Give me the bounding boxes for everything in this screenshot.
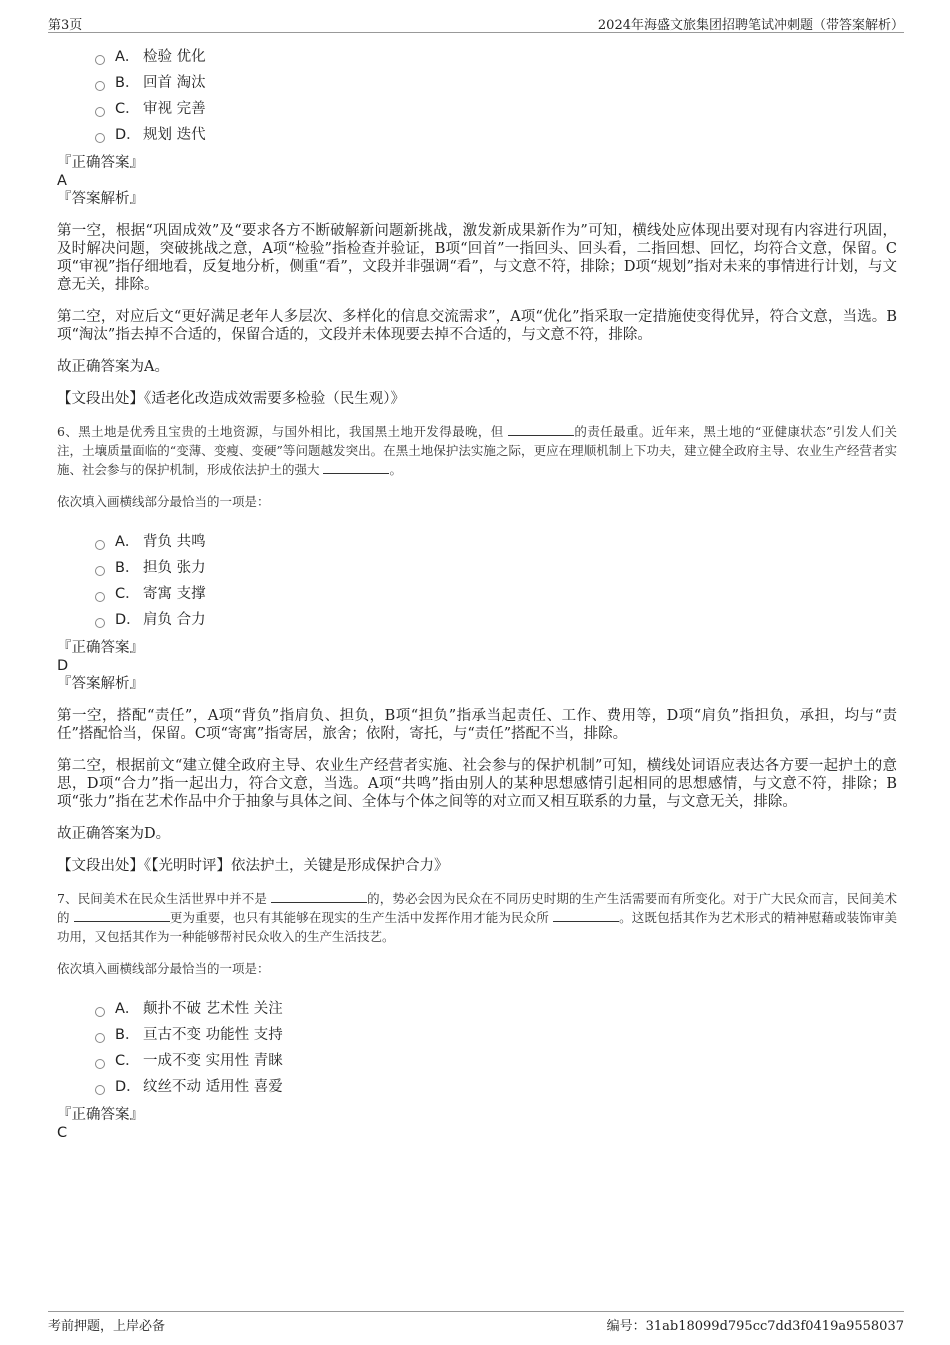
q6-stem: 6、黑土地是优秀且宝贵的土地资源，与国外相比，我国黑土地开发得最晚，但 的责任最重。近年来，黑土地的“亚健康状态”引发人们关注，土壤质量面临的“变薄、变瘦、变硬”等问题越发突出。在黑土地保护法实施之际，更应在理顺机制上下功夫，建立健全政府主导、农业生产经营者实施、社会参与的保护机制，形成依法护土的强大 。 xyxy=(57,424,897,477)
q7-answer-label: 『正确答案』 xyxy=(57,1107,144,1123)
q6-answer: D xyxy=(57,658,69,674)
q7-option-c[interactable]: C． 一成不变 实用性 青睐 xyxy=(95,1048,897,1074)
q6-prompt: 依次填入画横线部分最恰当的一项是： xyxy=(57,494,270,509)
page-footer xyxy=(48,1311,904,1334)
radio-icon[interactable] xyxy=(95,1033,105,1043)
q6-options xyxy=(95,529,897,633)
radio-icon[interactable] xyxy=(95,618,105,628)
radio-icon[interactable] xyxy=(95,107,105,117)
radio-icon[interactable] xyxy=(95,55,105,65)
q7-answer: C xyxy=(57,1125,68,1141)
q6-option-d[interactable]: D． 肩负 合力 xyxy=(95,607,897,633)
fill-blank xyxy=(508,423,574,436)
q7-option-b[interactable]: B． 亘古不变 功能性 支持 xyxy=(95,1022,897,1048)
q7-prompt: 依次填入画横线部分最恰当的一项是： xyxy=(57,961,270,976)
q5-options xyxy=(95,44,897,148)
q5-option-c[interactable]: C． 审视 完善 xyxy=(95,96,897,122)
q5-answer: A xyxy=(57,173,67,189)
footer-slogan: 考前押题，上岸必备 xyxy=(48,1319,166,1334)
q5-analysis-p1: 第一空，根据“巩固成效”及“要求各方不断破解新问题新挑战，激发新成果新作为”可知，横线处应体现出要对现有内容进行巩固，及时解决问题，突破挑战之意，A项“检验”指检查并验证，B项“回首”一指回头、回头看，二指回想、回忆，均符合文意，保留。C项“审视”指仔细地看，反复地分析，侧重“看”，文段并非强调“看”，与文意不符，排除；D项“规划”指对未来的事情进行计划，与文意无关，排除。 xyxy=(57,223,897,293)
q5-analysis-p2: 第二空，对应后文“更好满足老年人多层次、多样化的信息交流需求”，A项“优化”指采取一定措施使变得优异，符合文意，当选。B项“淘汰”指去掉不合适的，保留合适的，文段并未体现要去掉不合适的，与文意不符，排除。 xyxy=(57,309,897,343)
radio-icon[interactable] xyxy=(95,592,105,602)
q5-analysis-label: 『答案解析』 xyxy=(57,191,144,207)
q7-option-a[interactable]: A． 颠扑不破 艺术性 关注 xyxy=(95,996,897,1022)
q5-conclusion: 故正确答案为A。 xyxy=(57,359,169,375)
q5-option-a[interactable]: A． 检验 优化 xyxy=(95,44,897,70)
radio-icon[interactable] xyxy=(95,1085,105,1095)
q6-analysis-p1: 第一空，搭配“责任”，A项“背负”指肩负、担负，B项“担负”指承当起责任、工作、费用等，D项“肩负”指担负，承担，均与“责任”搭配恰当，保留。C项“寄寓”指寄居，旅舍；依附，寄托，与“责任”搭配不当，排除。 xyxy=(57,708,897,742)
q7-options xyxy=(95,996,897,1100)
q5-option-b[interactable]: B． 回首 淘汰 xyxy=(95,70,897,96)
q6-option-a[interactable]: A． 背负 共鸣 xyxy=(95,529,897,555)
document-body xyxy=(57,44,897,1142)
q6-source: 【文段出处】《【光明时评】依法护土，关键是形成保护合力》 xyxy=(57,858,449,874)
document-code: 编号：31ab18099d795cc7dd3f0419a9558037 xyxy=(606,1319,904,1334)
radio-icon[interactable] xyxy=(95,540,105,550)
page-number: 第3页 xyxy=(48,18,83,33)
q6-conclusion: 故正确答案为D。 xyxy=(57,826,171,842)
radio-icon[interactable] xyxy=(95,133,105,143)
q5-source: 【文段出处】《适老化改造成效需要多检验（民生观）》 xyxy=(57,391,405,407)
q6-answer-label: 『正确答案』 xyxy=(57,640,144,656)
radio-icon[interactable] xyxy=(95,1059,105,1069)
fill-blank xyxy=(74,909,170,922)
q7-stem: 7、民间美术在民众生活世界中并不是 的，势必会因为民众在不同历史时期的生产生活需要而有所变化。对于广大民众而言，民间美术的 更为重要，也只有其能够在现实的生产生活中发挥作用才能为民众所 。这既包括其作为艺术形式的精神慰藉或装饰审美功用，又包括其作为一种能够帮衬民众收入的生产生活技艺。 xyxy=(57,891,897,944)
document-title: 2024年海盛文旅集团招聘笔试冲刺题（带答案解析） xyxy=(597,18,904,33)
q6-analysis-p2: 第二空，根据前文“建立健全政府主导、农业生产经营者实施、社会参与的保护机制”可知，横线处词语应表达各方要一起护土的意思，D项“合力”指一起出力，符合文意，当选。A项“共鸣”指由别人的某种思想感情引起相同的思想感情，与文意不符，排除；B项“张力”指在艺术作品中介于抽象与具体之间、全体与个体之间等的对立而又相互联系的力量，与文意无关，排除。 xyxy=(57,758,897,810)
q5-option-d[interactable]: D． 规划 迭代 xyxy=(95,122,897,148)
fill-blank xyxy=(553,909,619,922)
radio-icon[interactable] xyxy=(95,1007,105,1017)
fill-blank xyxy=(271,890,367,903)
q6-option-b[interactable]: B． 担负 张力 xyxy=(95,555,897,581)
q7-option-d[interactable]: D． 纹丝不动 适用性 喜爱 xyxy=(95,1074,897,1100)
radio-icon[interactable] xyxy=(95,81,105,91)
fill-blank xyxy=(323,461,389,474)
q6-analysis-label: 『答案解析』 xyxy=(57,676,144,692)
q6-option-c[interactable]: C． 寄寓 支撑 xyxy=(95,581,897,607)
page-header xyxy=(48,12,904,33)
radio-icon[interactable] xyxy=(95,566,105,576)
q5-answer-label: 『正确答案』 xyxy=(57,155,144,171)
